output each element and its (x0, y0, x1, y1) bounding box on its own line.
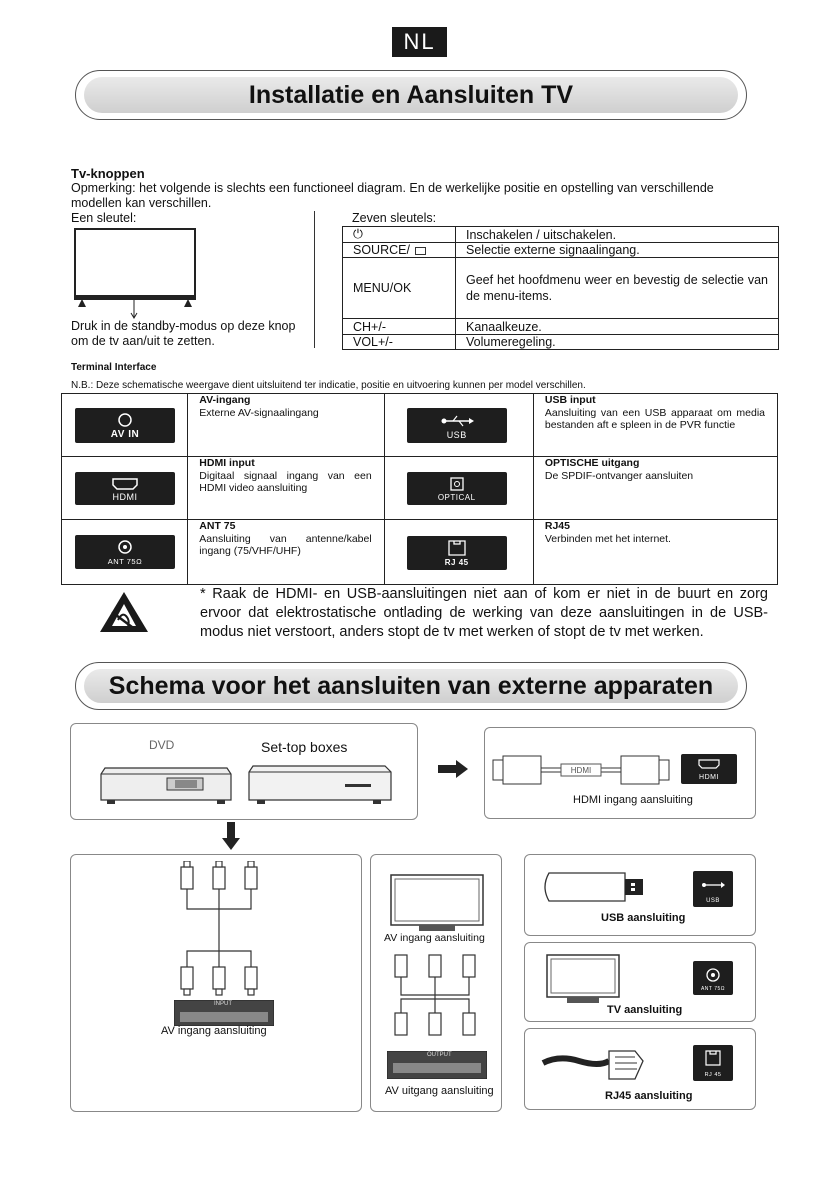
port-cell-usb (384, 394, 533, 457)
esd-warning-text: * Raak de HDMI- en USB-aansluitingen niet aan of kom er niet in de buurt en zorg ervoor dat elektrostatische ontlading de werking van deze aansluitingen in de USB-modus niet verstoort, anders stopt de tv met werken of stopt de tv met werken. (200, 586, 768, 640)
av-input-caption: AV ingang aansluiting (161, 1025, 267, 1037)
rj45-port-icon: RJ 45 (407, 536, 507, 570)
power-icon: ⏻ (353, 227, 363, 241)
network-cable-illustration (539, 1039, 649, 1087)
key-desc: Selectie externe signaalingang. (456, 243, 779, 258)
rj45-port-icon: RJ 45 (693, 1045, 733, 1081)
terminal-table (61, 393, 778, 585)
port-desc-ant: ANT 75 Aansluiting van antenne/kabel ingang (75/VHF/UHF) (188, 520, 384, 585)
port-cell-optical (384, 457, 533, 520)
seven-keys-label: Zeven sleutels: (352, 211, 437, 225)
tv-caption: TV aansluiting (607, 1004, 683, 1016)
dvd-label: DVD (149, 738, 175, 752)
hdmi-cable-label: HDMI (570, 766, 592, 775)
usb-port-icon: USB (693, 871, 733, 907)
av-output-plate-label: OUTPUT (427, 1052, 452, 1058)
key-name: MENU/OK (343, 258, 456, 319)
antenna-port-icon: ANT 75Ω (693, 961, 733, 995)
key-row-source (343, 243, 779, 258)
section-title-text: Schema voor het aansluiten van externe apparaten (84, 669, 738, 703)
tv-antenna-panel (524, 942, 756, 1022)
usb-port-icon: USB (407, 408, 507, 443)
hdmi-caption: HDMI ingang aansluiting (573, 794, 693, 806)
key-name: VOL+/- (343, 335, 456, 350)
key-desc: Inschakelen / uitschakelen. (456, 227, 779, 243)
source-icon (415, 247, 426, 255)
key-name: CH+/- (343, 319, 456, 335)
hdmi-port-icon: HDMI (681, 754, 737, 784)
one-key-label: Een sleutel: (71, 211, 137, 225)
av-output-panel (370, 854, 502, 1112)
key-desc: Volumeregeling. (456, 335, 779, 350)
key-row-menu (343, 258, 779, 319)
tv-buttons-heading: Tv-knoppen (71, 166, 145, 181)
section-title-installation (75, 70, 747, 120)
port-cell-rj45 (384, 520, 533, 585)
tv-buttons-note: Opmerking: het volgende is slechts een functioneel diagram. En de werkelijke positie en opstelling van verschillende modellen kan verschillen. (71, 181, 714, 210)
port-desc-usb: USB input Aansluiting van een USB apparaat om media bestanden aft e spleen in de PVR functie (533, 394, 777, 457)
port-desc-hdmi: HDMI input Digitaal signaal ingang van een HDMI video aansluiting (188, 457, 384, 520)
rj45-connection-panel (524, 1028, 756, 1110)
key-desc: Kanaalkeuze. (456, 319, 779, 335)
port-cell-av (62, 394, 188, 457)
tv-antenna-illustration (545, 953, 621, 1009)
key-name: SOURCE/ (353, 243, 410, 257)
av-tv-caption: AV ingang aansluiting (384, 932, 485, 944)
port-cell-ant (62, 520, 188, 585)
av-output-cable-illustration (387, 951, 483, 1061)
terminal-note: N.B.: Deze schematische weergave dient uitsluitend ter indicatie, positie en uitvoering kunnen per model verschillen. (71, 380, 586, 391)
set-top-box-illustration (247, 758, 397, 810)
usb-caption: USB aansluiting (601, 912, 686, 924)
hdmi-port-icon: HDMI (75, 472, 175, 505)
port-desc-optical: OPTISCHE uitgang De SPDIF-ontvanger aansluiten (533, 457, 777, 520)
dvd-player-illustration (97, 754, 237, 812)
port-desc-av: AV-ingang Externe AV-signaalingang (188, 394, 384, 457)
usb-stick-illustration (539, 867, 649, 907)
usb-connection-panel (524, 854, 756, 936)
av-input-panel (70, 854, 362, 1112)
key-desc: Geef het hoofdmenu weer en bevestig de selectie van de menu-items. (456, 258, 779, 319)
rj45-caption: RJ45 aansluiting (605, 1090, 693, 1102)
key-row-power (343, 227, 779, 243)
av-input-plate-label: INPUT (214, 1001, 232, 1007)
port-cell-hdmi (62, 457, 188, 520)
language-badge: NL (392, 27, 447, 57)
esd-warning-icon (98, 590, 150, 634)
tv-front-illustration (72, 227, 197, 322)
section-title-external-devices (75, 662, 747, 710)
av-cable-illustration (171, 861, 267, 1023)
terminal-heading: Terminal Interface (71, 362, 157, 373)
key-row-vol (343, 335, 779, 350)
one-key-caption: Druk in de standby-modus op deze knop om de tv aan/uit te zetten. (71, 319, 296, 348)
divider-vertical (314, 211, 315, 348)
av-output-caption: AV uitgang aansluiting (385, 1085, 494, 1097)
source-devices-panel (70, 723, 418, 820)
optical-port-icon: OPTICAL (407, 472, 507, 505)
tv-illustration (389, 873, 485, 933)
hdmi-connection-panel (484, 727, 756, 819)
arrow-right-icon (438, 760, 468, 778)
port-desc-rj45: RJ45 Verbinden met het internet. (533, 520, 777, 585)
seven-keys-table (342, 226, 779, 350)
section-title-text: Installatie en Aansluiten TV (84, 77, 738, 113)
arrow-down-icon (222, 822, 240, 850)
set-top-label: Set-top boxes (261, 739, 348, 755)
key-row-ch (343, 319, 779, 335)
av-in-port-icon: AV IN (75, 408, 175, 443)
antenna-port-icon: ANT 75Ω (75, 535, 175, 569)
